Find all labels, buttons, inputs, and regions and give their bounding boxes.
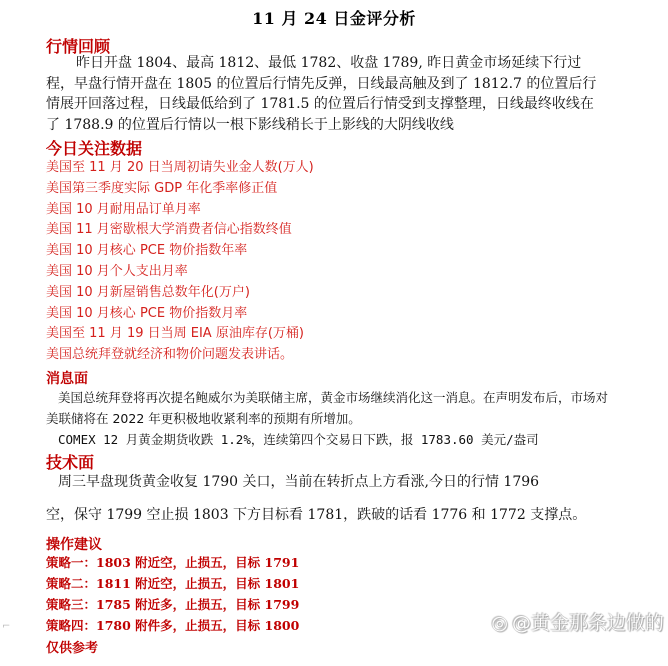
technical-line-2: 空，保守 1799 空止损 1803 下方目标看 1781，跌破的话看 1776 和 1772 支撑点。 (46, 507, 587, 523)
advice-heading: 操作建议 (46, 537, 102, 553)
news-paragraph: 美国总统拜登将再次提名鲍威尔为美联储主席，黄金市场继续消化这一消息。在声明发布后，市场对美联储将在 2022 年更积极地收紧利率的预期有所增加。 (46, 390, 609, 426)
strategy-item: 策略三：1785 附近多，止损五，目标 1799 (46, 597, 300, 612)
list-item: 美国至 11 月 20 日当周初请失业金人数(万人) (46, 160, 314, 175)
page-title: 11 月 24 日金评分析 (252, 9, 416, 28)
news-heading: 消息面 (46, 371, 88, 387)
footer-note: 仅供参考 (46, 641, 99, 656)
technical-heading: 技术面 (46, 453, 95, 472)
list-item: 美国 10 月核心 PCE 物价指数月率 (46, 305, 248, 321)
watermark-text: @黄金那条边做的 (511, 612, 664, 634)
data-focus-heading: 今日关注数据 (46, 139, 143, 158)
strategy-item: 策略四：1780 附件多，止损五，目标 1800 (46, 618, 300, 633)
edge-mark-icon: ⌐ (2, 621, 11, 632)
list-item: 美国总统拜登就经济和物价问题发表讲话。 (46, 347, 294, 363)
list-item: 美国第三季度实际 GDP 年化季率修正值 (46, 180, 278, 196)
review-text: 昨日开盘 1804、最高 1812、最低 1782、收盘 1789, 昨日黄金市场延续下行过程，早盘行情开盘在 1805 的位置后行情先反弹，日线最高触及到了 1812.7 的位置后行情展开回落过程，日线最低给到了 1781.5 的位置后行情受到支撑整理，日线最终收线在了 1788.9 的位置后行情以一根下影线稍长于上影线的大阴线收线 (46, 55, 597, 133)
review-heading: 行情回顾 (46, 37, 111, 56)
data-focus-list (46, 158, 314, 366)
strategy-item: 策略二：1811 附近空，止损五，目标 1801 (46, 576, 300, 591)
list-item: 美国 11 月密歇根大学消费者信心指数终值 (46, 222, 292, 238)
technical-line-1: 周三早盘现货黄金收复 1790 关口，当前在转折点上方看涨,今日的行情 1796 (58, 474, 540, 490)
list-item: 美国 10 月核心 PCE 物价指数年率 (46, 243, 248, 259)
strategy-list (46, 552, 299, 636)
list-item: 美国至 11 月 19 日当周 EIA 原油库存(万桶) (46, 326, 304, 342)
strategy-item: 策略一：1803 附近空，止损五，目标 1791 (46, 555, 300, 570)
list-item: 美国 10 月新屋销售总数年化(万户) (46, 284, 250, 300)
watermark (491, 608, 664, 635)
list-item: 美国 10 月耐用品订单月率 (46, 201, 201, 217)
list-item: 美国 10 月个人支出月率 (46, 263, 188, 279)
review-paragraph (46, 53, 606, 135)
weibo-logo-icon: ◎ (491, 612, 508, 634)
comex-line: COMEX 12 月黄金期货收跌 1.2%，连续第四个交易日下跌，报 1783.60 美元/盎司 (58, 432, 539, 447)
